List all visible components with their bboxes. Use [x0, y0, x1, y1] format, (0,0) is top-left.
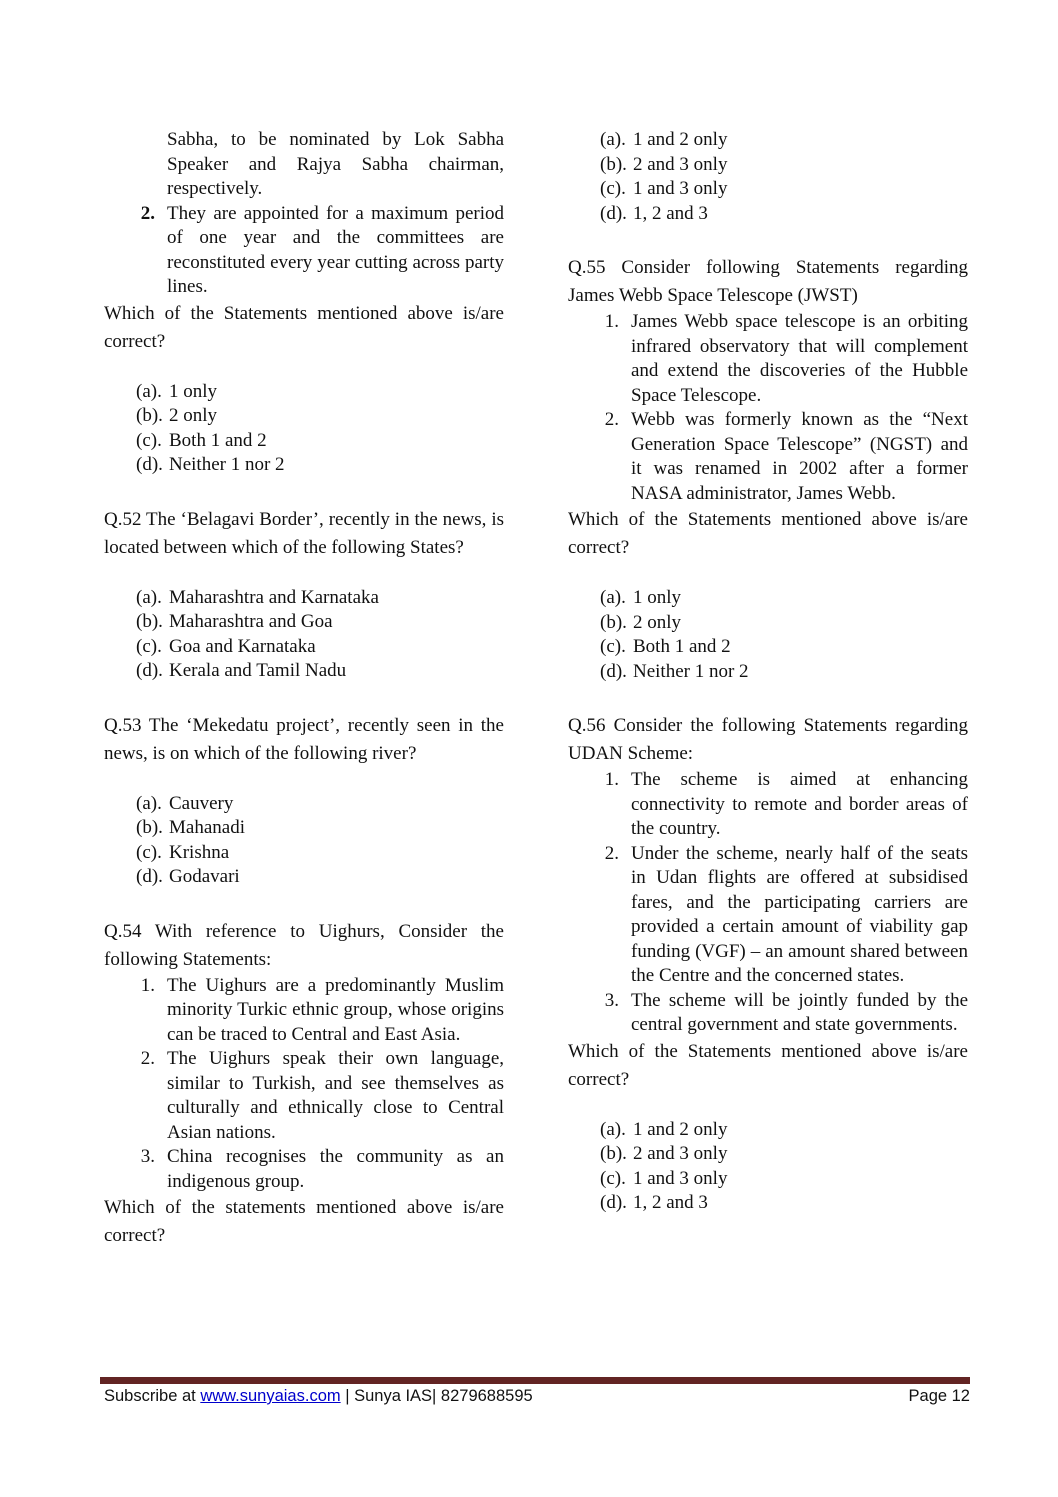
option: (c). Both 1 and 2 [136, 429, 267, 451]
question-52: Q.52 The ‘Belagavi Border’, recently in the news, is located between which of the following States? [104, 508, 504, 558]
statement: 2. Under the scheme, nearly half of the seats in Udan flights are offered at subsidised fares, and the participating carriers are provided a certain amount of viability gap funding (VGF) – an amount shared between the Centre and the concerned states. [604, 842, 968, 986]
statement-continuation [104, 128, 504, 202]
option: (c). Krishna [136, 841, 230, 863]
option: (d). Neither 1 nor 2 [600, 660, 749, 682]
option: (d). Neither 1 nor 2 [136, 454, 285, 475]
option: (b). Mahanadi [136, 817, 245, 838]
options-list [568, 128, 968, 226]
statement: 3. China recognises the community as an indigenous group. [140, 1146, 504, 1192]
question-56: Q.56 Consider the following Statements regarding UDAN Scheme: [568, 715, 968, 764]
option: (a). 1 and 2 only [600, 1118, 728, 1140]
option: (b). 2 and 3 only [600, 1143, 728, 1164]
option: (b). 2 only [136, 405, 218, 426]
question-54: Q.54 With reference to Uighurs, Consider the following Statements: [104, 920, 504, 970]
options-list [104, 586, 504, 684]
option: (a). 1 and 2 only [600, 129, 728, 150]
footer-divider [100, 1377, 970, 1384]
option: (d). Godavari [136, 866, 240, 887]
question-prompt: Which of the Statements mentioned above is/are correct? [568, 1040, 968, 1090]
statement-number: 2. [140, 202, 155, 224]
option: (c). Goa and Karnataka [136, 635, 316, 657]
options-list [104, 792, 504, 890]
statement: 1. The Uighurs are a predominantly Muslim minority Turkic ethnic group, whose origins can be traced to Central and East Asia. [140, 974, 504, 1045]
question-prompt: Which of the Statements mentioned above is/are correct? [568, 509, 968, 558]
option: (c). Both 1 and 2 [600, 636, 731, 657]
question-53: Q.53 The ‘Mekedatu project’, recently seen in the news, is on which of the following river? [104, 714, 504, 764]
statement [104, 202, 504, 300]
option: (d). 1, 2 and 3 [600, 202, 708, 224]
page-footer [104, 1387, 970, 1406]
option: (d). 1, 2 and 3 [600, 1192, 708, 1213]
website-link[interactable]: www.sunyaias.com [200, 1387, 341, 1405]
question-prompt: Which of the Statements mentioned above is/are correct? [104, 302, 504, 352]
option: (c). 1 and 3 only [600, 1167, 728, 1189]
option: (a). Maharashtra and Karnataka [136, 586, 379, 608]
statement: 2. Webb was formerly known as the “Next Generation Space Telescope” (NGST) and it was renamed in 2002 after a former NASA administrator, James Webb. [604, 409, 968, 504]
option: (a). 1 only [136, 380, 218, 402]
options-list [568, 1118, 968, 1216]
statement-text: They are appointed for a maximum period of one year and the committees are reconstituted every year cutting across party lines. [167, 202, 504, 297]
statement: 2. The Uighurs speak their own language, similar to Turkish, and see themselves as culturally and ethnically close to Central Asian nations. [140, 1048, 504, 1143]
options-list [568, 586, 968, 684]
question-55: Q.55 Consider following Statements regarding James Webb Space Telescope (JWST) [568, 257, 968, 306]
option: (a). 1 only [600, 587, 682, 608]
question-prompt: Which of the statements mentioned above is/are correct? [104, 1197, 504, 1246]
left-column [104, 128, 504, 1250]
statement: 1. James Webb space telescope is an orbiting infrared observatory that will complement and extend the discoveries of the Hubble Space Telescope. [604, 311, 968, 406]
footer-subscribe: Subscribe at www.sunyaias.com | Sunya IAS| 8279688595 [104, 1387, 533, 1405]
statements-list [568, 768, 968, 1038]
statements-list [104, 974, 504, 1195]
option: (d). Kerala and Tamil Nadu [136, 660, 347, 681]
statements-list [568, 310, 968, 506]
page-number: Page 12 [908, 1387, 970, 1405]
option: (b). Maharashtra and Goa [136, 611, 333, 632]
option: (a). Cauvery [136, 792, 234, 814]
statement: 1. The scheme is aimed at enhancing connectivity to remote and border areas of the country. [604, 769, 968, 839]
option: (c). 1 and 3 only [600, 178, 728, 199]
right-column [568, 128, 968, 1216]
statement-text: Sabha, to be nominated by Lok Sabha Speaker and Rajya Sabha chairman, respectively. [167, 129, 504, 199]
statement: 3. The scheme will be jointly funded by the central government and state governments. [604, 989, 968, 1035]
option: (b). 2 only [600, 611, 682, 633]
option: (b). 2 and 3 only [600, 153, 728, 175]
options-list [104, 380, 504, 478]
